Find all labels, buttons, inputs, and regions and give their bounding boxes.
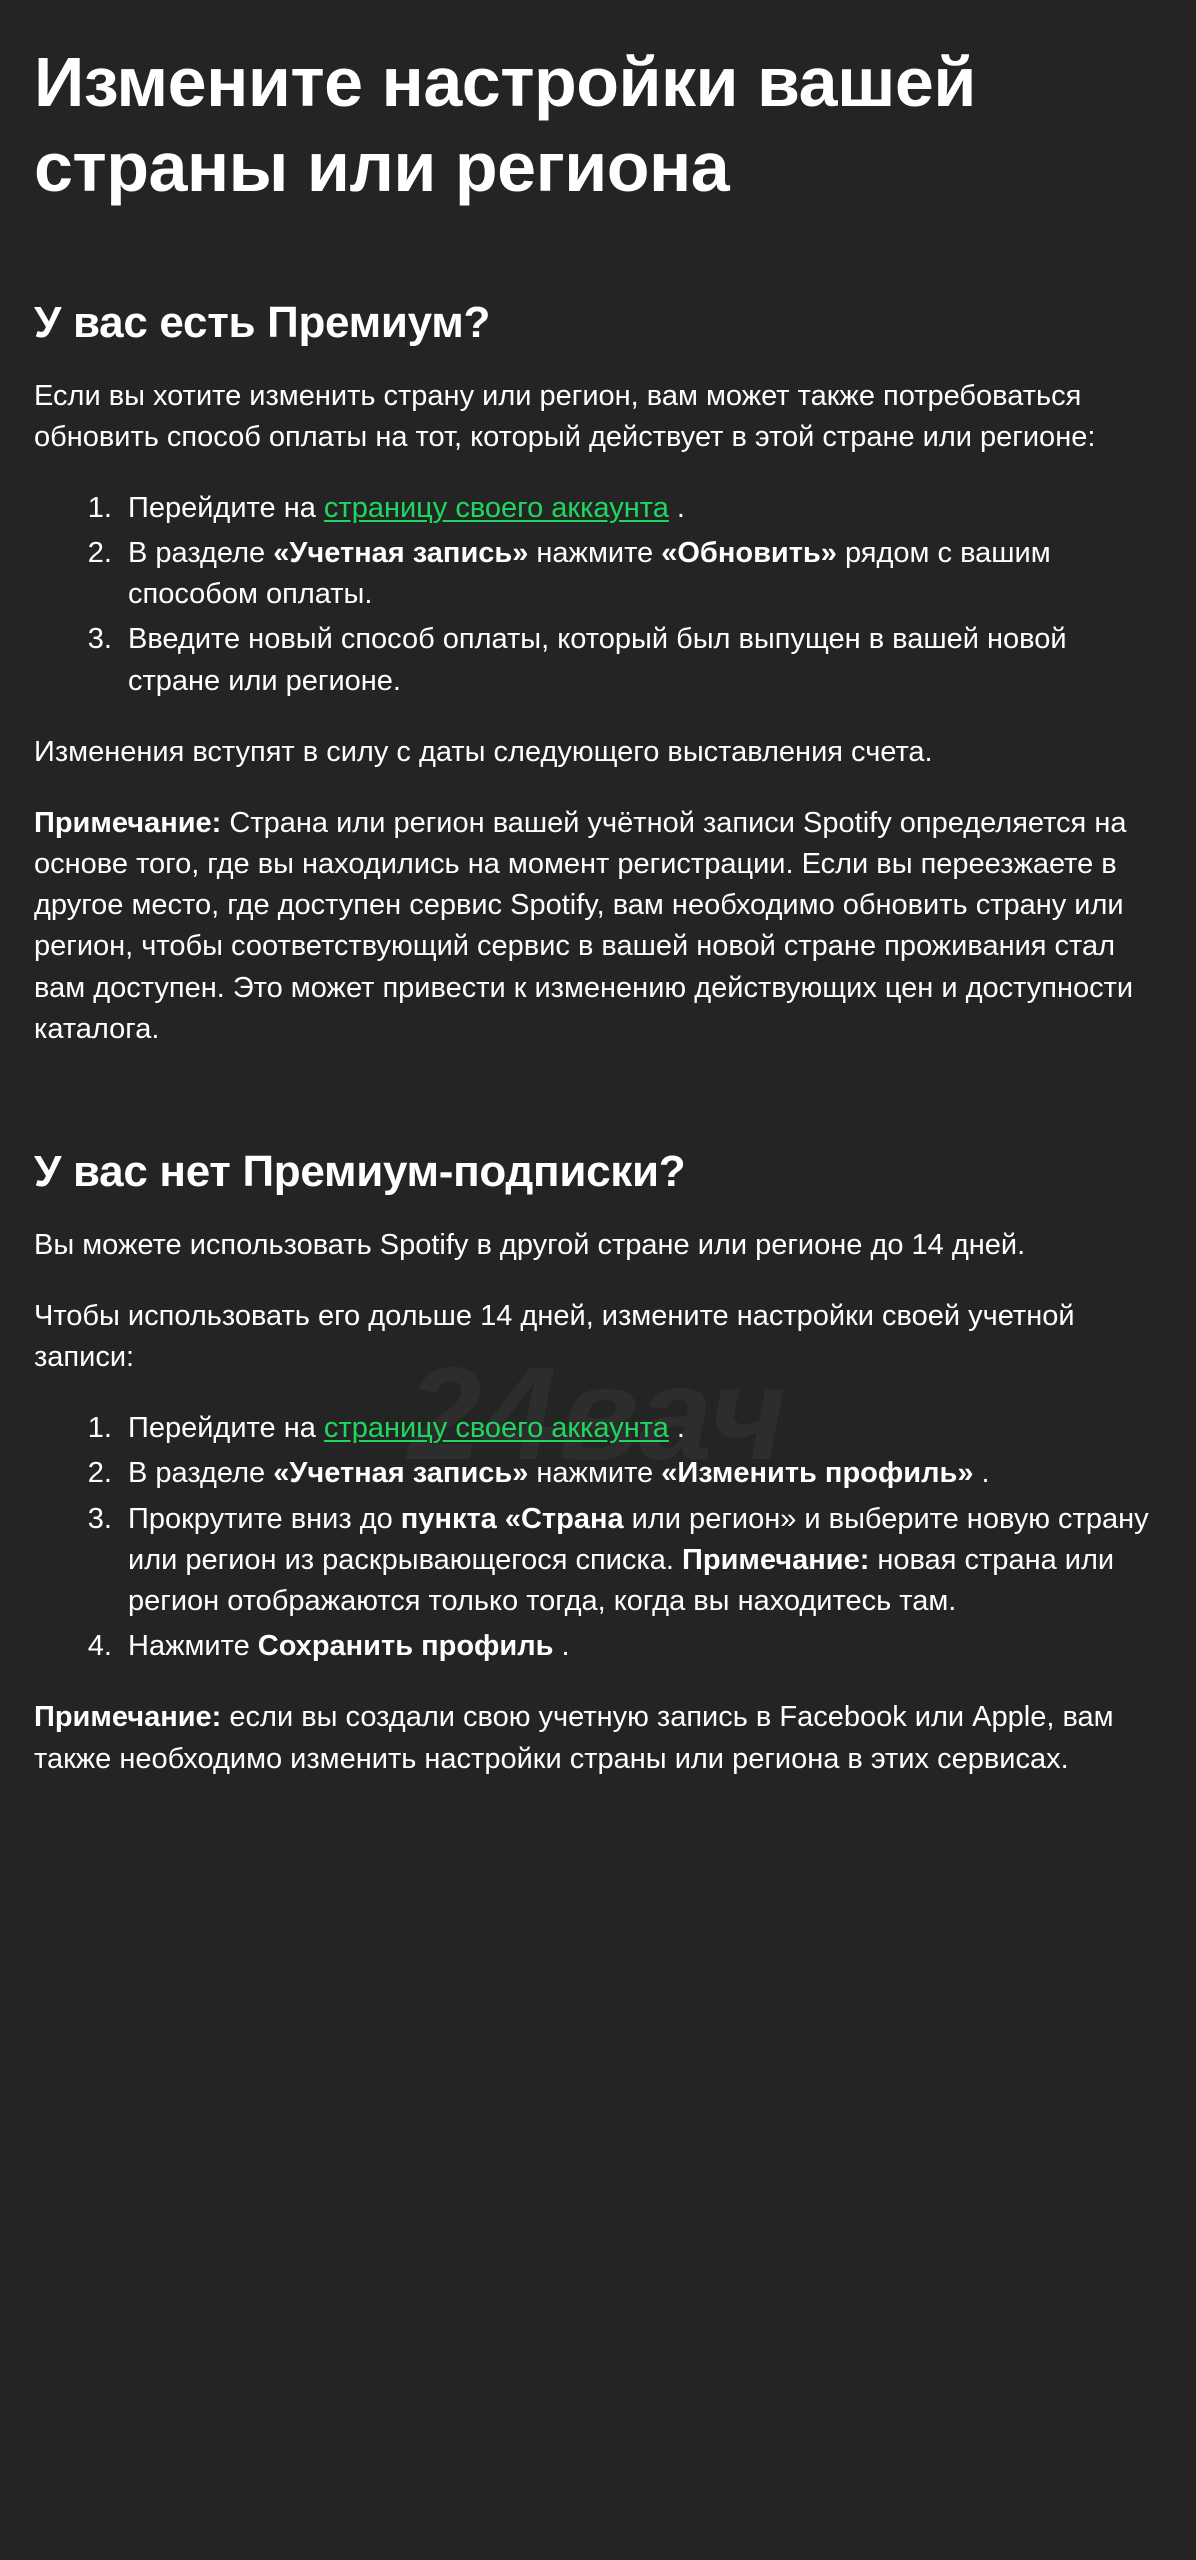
step-text: Введите новый способ оплаты, который был выпущен в вашей новой стране или регионе. (128, 623, 1067, 697)
step-text-before: Перейдите на (128, 1412, 324, 1445)
premium-intro-paragraph: Если вы хотите изменить страну или регион, вам может также потребоваться обновить способ оплаты на тот, который действует в этой стране или регионе: (34, 379, 1096, 453)
list-item (120, 488, 1162, 529)
step-text-before: В разделе (128, 1457, 274, 1490)
step-text-before: Прокрутите вниз до (128, 1502, 401, 1535)
step-text-mid: нажмите (528, 537, 662, 570)
list-item (120, 1626, 1162, 1667)
section-heading-premium: У вас есть Премиум? (34, 297, 491, 347)
step-text-after: . (553, 1630, 570, 1663)
no-premium-note-paragraph (34, 1697, 1134, 1779)
step-bold-account: «Учетная запись» (273, 1457, 529, 1490)
note-label: Примечание: (34, 1701, 222, 1734)
note-text: Страна или регион вашей учётной записи Spotify определяется на основе того, где вы находились на момент регистрации. Если вы переезжаете в другое место, где доступен сервис Spotify, вам необходимо обновить страну или регион, чтобы соответствующий сервис в вашей новой стране проживания стал вам доступен. Это может привести к изменению действующих цен и доступности каталога. (34, 806, 1134, 1045)
list-item (120, 619, 1162, 701)
premium-note-paragraph (34, 803, 1134, 1050)
step-bold-save-profile: Сохранить профиль (257, 1630, 554, 1663)
section-heading-no-premium: У вас нет Премиум-подписки? (34, 1146, 686, 1196)
step-text-after: . (668, 1412, 685, 1445)
no-premium-intro2-paragraph: Чтобы использовать его дольше 14 дней, измените настройки своей учетной записи: (34, 1299, 1075, 1374)
step-bold-update: «Обновить» (661, 537, 837, 570)
account-page-link[interactable]: страницу своего аккаунта (323, 1412, 669, 1445)
step-bold-note: Примечание: (682, 1543, 870, 1576)
step-text-before: В разделе (128, 537, 274, 570)
step-text-before: Нажмите (128, 1630, 258, 1663)
section-no-premium (34, 1146, 1162, 1780)
step-text-after: новая страна или регион отображаются только тогда, когда вы находитесь там. (128, 1543, 1115, 1617)
step-text-mid: нажмите (528, 1457, 662, 1490)
step-bold-country: пункта «Страна (400, 1502, 624, 1535)
note-label: Примечание: (34, 806, 222, 839)
section-premium (34, 297, 1162, 1050)
step-text-after: . (973, 1457, 990, 1490)
list-item (120, 1408, 1162, 1449)
account-page-link[interactable]: страницу своего аккаунта (323, 491, 669, 524)
premium-steps-list (34, 488, 1162, 702)
note-text: если вы создали свою учетную запись в Facebook или Apple, вам также необходимо изменить настройки страны или региона в этих сервисах. (34, 1701, 1114, 1775)
list-item (120, 533, 1162, 615)
page-title: Измените настройки вашей страны или региона (34, 43, 976, 207)
step-bold-edit-profile: «Изменить профиль» (661, 1457, 974, 1490)
no-premium-intro-paragraph: Вы можете использовать Spotify в другой стране или регионе до 14 дней. (34, 1228, 1026, 1261)
step-text-after: рядом с вашим способом оплаты. (128, 537, 1051, 611)
step-bold-account: «Учетная запись» (273, 537, 529, 570)
premium-after-steps-paragraph: Изменения вступят в силу с даты следующего выставления счета. (34, 735, 933, 768)
step-text-mid: или регион» и выберите новую страну или регион из раскрывающегося списка. (128, 1502, 1149, 1576)
step-text-after: . (668, 491, 685, 524)
no-premium-steps-list (34, 1408, 1162, 1667)
list-item (120, 1453, 1162, 1494)
list-item (120, 1499, 1162, 1623)
step-text-before: Перейдите на (128, 491, 324, 524)
